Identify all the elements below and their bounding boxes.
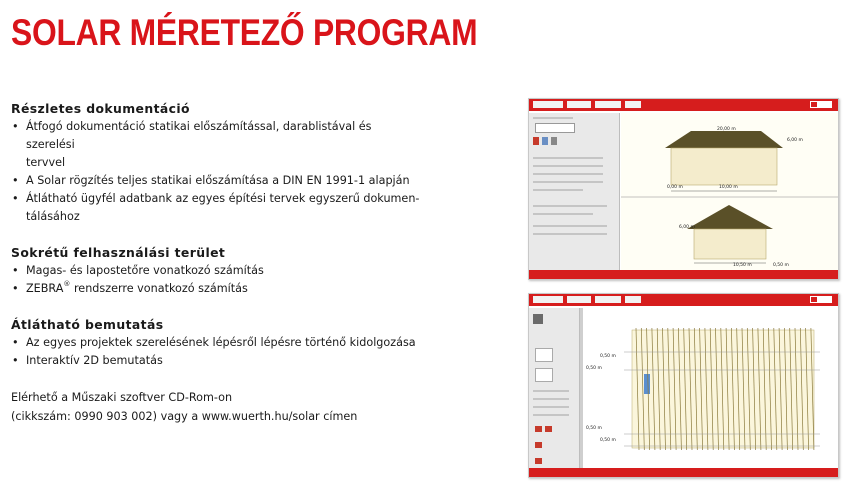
settings-panel <box>529 113 620 270</box>
bullet-dot: • <box>12 174 19 187</box>
drawing-area <box>621 113 838 270</box>
dimension-label: 0,50 m <box>586 426 602 431</box>
software-screenshot-layout <box>528 293 839 478</box>
dimension-label: 6,00 m <box>679 225 695 230</box>
dimension-label: 6,00 m <box>787 138 803 143</box>
bullet-item-continued <box>11 208 421 226</box>
bullet-item <box>11 118 421 154</box>
bullet-dot: • <box>12 354 19 367</box>
bullet-item <box>11 190 421 208</box>
page-title: SOLAR MÉRETEZŐ PROGRAM <box>11 12 478 53</box>
selected-panel-marker <box>644 374 650 394</box>
bullet-item <box>11 280 421 298</box>
bullet-text: rendszerre vonatkozó számítás <box>73 282 248 295</box>
app-toolbar <box>529 99 838 111</box>
feature-list <box>11 100 421 426</box>
rail-layout-drawing <box>584 308 838 468</box>
section-presentation <box>11 316 421 370</box>
section-heading: Átlátható bemutatás <box>11 317 164 332</box>
bullet-dot: • <box>12 282 19 295</box>
bullet-dot: • <box>12 336 19 349</box>
bullet-text: Az egyes projektek szerelésének lépésről lépésre történő kidolgozása <box>26 336 416 349</box>
bullet-text: Interaktív 2D bemutatás <box>26 354 163 367</box>
dimension-label: 0,50 m <box>586 366 602 371</box>
section-documentation <box>11 100 421 226</box>
software-screenshot-elevation <box>528 98 839 280</box>
availability-line: Elérhető a Műszaki szoftver CD-Rom-on <box>11 391 233 404</box>
bullet-item <box>11 262 421 280</box>
dimension-label: 10,50 m <box>733 263 752 268</box>
status-bar <box>529 270 838 279</box>
settings-panel <box>529 308 580 468</box>
app-toolbar <box>529 294 838 306</box>
bullet-text: Magas- és lapostetőre vonatkozó számítás <box>26 264 264 277</box>
availability-line: (cikkszám: 0990 903 002) vagy a www.wuerth.hu/solar címen <box>11 410 358 423</box>
bullet-text: tálásához <box>26 210 80 223</box>
section-heading: Sokrétű felhasználási terület <box>11 245 226 260</box>
bullet-text: ZEBRA <box>26 282 64 295</box>
bullet-text: tervvel <box>26 156 66 169</box>
drawing-area <box>584 308 838 468</box>
wuerth-logo <box>810 296 832 303</box>
bullet-text: Átfogó dokumentáció statikai előszámítással, darablistával és szerelési <box>26 120 372 151</box>
bullet-item-continued <box>11 154 421 172</box>
bullet-text: A Solar rögzítés teljes statikai előszámítása a DIN EN 1991-1 alapján <box>26 174 410 187</box>
house-drawing <box>621 113 838 270</box>
registered-mark: ® <box>63 280 71 288</box>
dimension-label: 0,50 m <box>773 263 789 268</box>
section-usage <box>11 244 421 298</box>
dimension-label: 10,00 m <box>719 185 738 190</box>
bullet-item <box>11 172 421 190</box>
bullet-item <box>11 352 421 370</box>
dimension-label: 0,00 m <box>667 185 683 190</box>
wuerth-logo <box>810 101 832 108</box>
section-heading: Részletes dokumentáció <box>11 101 190 116</box>
status-bar <box>529 468 838 477</box>
bullet-dot: • <box>12 120 19 133</box>
bullet-dot: • <box>12 264 19 277</box>
dimension-label: 0,50 m <box>600 354 616 359</box>
dimension-label: 20,00 m <box>717 127 736 132</box>
availability-note <box>11 388 421 426</box>
bullet-text: Átlátható ügyfél adatbank az egyes építési tervek egyszerű dokumen- <box>26 192 420 205</box>
dimension-label: 0,50 m <box>600 438 616 443</box>
bullet-dot: • <box>12 192 19 205</box>
bullet-item <box>11 334 421 352</box>
